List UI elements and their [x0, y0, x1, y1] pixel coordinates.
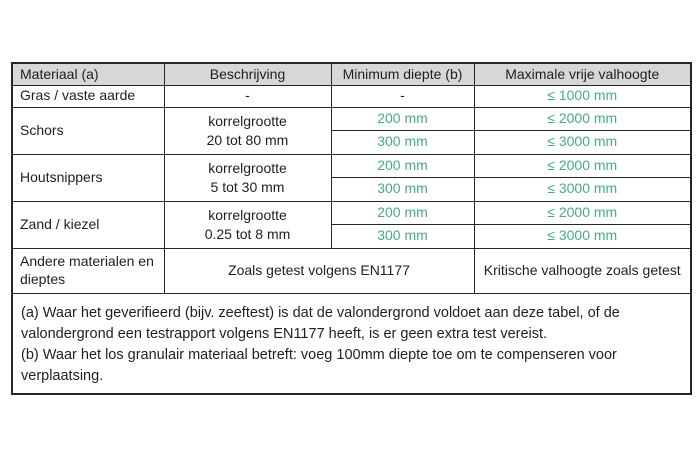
cell-description-gras: -	[164, 85, 331, 107]
description-line-2: 5 tot 30 mm	[210, 178, 285, 195]
footnote-a: (a) Waar het geverifieerd (bijv. zeeftest) is dat de valondergrond voldoet aan deze tabel, of de valondergrond een testrapport volgens EN1177 heeft, is er geen extra test vereist.	[21, 304, 620, 342]
cell-depth-schors-300: 300 mm	[331, 130, 474, 154]
cell-height-houtsnippers-3000: ≤ 3000 mm	[474, 177, 691, 201]
cell-height-gras: ≤ 1000 mm	[474, 85, 691, 107]
header-cell-materiaal: Materiaal (a)	[12, 63, 164, 85]
cell-height-houtsnippers-2000: ≤ 2000 mm	[474, 154, 691, 177]
fall-height-table	[11, 62, 692, 395]
row-gras	[12, 85, 691, 107]
cell-depth-zand-300: 300 mm	[331, 224, 474, 248]
cell-material-andere: Andere materialen en dieptes	[12, 248, 164, 293]
header-cell-beschrijving: Beschrijving	[164, 63, 331, 85]
description-line-1: korrelgrootte	[208, 206, 287, 223]
cell-depth-houtsnippers-200: 200 mm	[331, 154, 474, 177]
cell-description-schors	[164, 107, 331, 154]
description-line-2: 0.25 tot 8 mm	[204, 225, 291, 242]
cell-depth-zand-200: 200 mm	[331, 201, 474, 224]
header-cell-maximale-valhoogte: Maximale vrije valhoogte	[474, 63, 691, 85]
header-cell-minimum-diepte: Minimum diepte (b)	[331, 63, 474, 85]
cell-depth-houtsnippers-300: 300 mm	[331, 177, 474, 201]
cell-material-houtsnippers: Houtsnippers	[12, 154, 164, 201]
cell-height-zand-2000: ≤ 2000 mm	[474, 201, 691, 224]
cell-height-andere: Kritische valhoogte zoals getest	[474, 248, 691, 293]
cell-height-schors-3000: ≤ 3000 mm	[474, 130, 691, 154]
cell-material-gras: Gras / vaste aarde	[12, 85, 164, 107]
row-houtsnippers-1	[12, 154, 691, 177]
description-line-2: 20 tot 80 mm	[206, 131, 289, 148]
row-schors-1	[12, 107, 691, 130]
row-footnotes	[12, 293, 691, 394]
row-zand-1	[12, 201, 691, 224]
footnote-b: (b) Waar het los granulair materiaal betreft: voeg 100mm diepte toe om te compenseren voor verplaatsing.	[21, 346, 617, 384]
cell-material-schors: Schors	[12, 107, 164, 154]
cell-height-schors-2000: ≤ 2000 mm	[474, 107, 691, 130]
description-line-1: korrelgrootte	[208, 112, 287, 129]
cell-height-zand-3000: ≤ 3000 mm	[474, 224, 691, 248]
cell-material-zand: Zand / kiezel	[12, 201, 164, 248]
cell-description-zand	[164, 201, 331, 248]
cell-description-houtsnippers	[164, 154, 331, 201]
row-andere	[12, 248, 691, 293]
cell-test-andere: Zoals getest volgens EN1177	[164, 248, 474, 293]
header-row	[12, 63, 691, 85]
cell-depth-gras: -	[331, 85, 474, 107]
footnotes-cell	[12, 293, 691, 394]
description-line-1: korrelgrootte	[208, 159, 287, 176]
cell-depth-schors-200: 200 mm	[331, 107, 474, 130]
